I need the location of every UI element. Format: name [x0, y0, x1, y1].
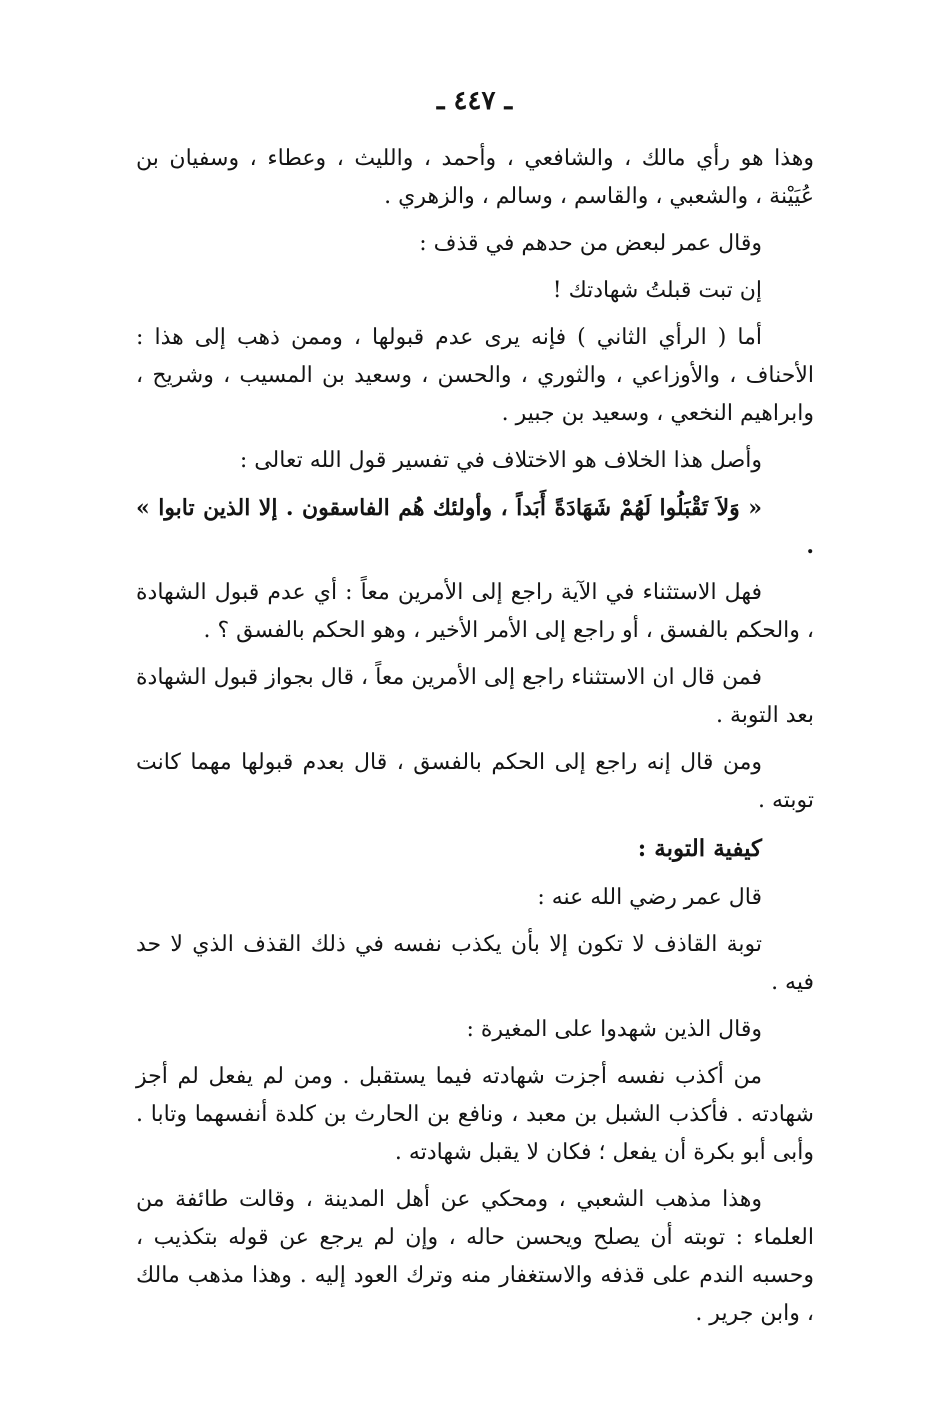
paragraph-witnesses-mughira: وقال الذين شهدوا على المغيرة :: [466, 1017, 762, 1042]
page-number: ـ ٤٤٧ ـ: [436, 86, 513, 116]
paragraph-repentance-definition: توبة القاذف لا تكون إلا بأن يكذب نفسه في ذلك القذف الذي لا حد فيه .: [136, 932, 814, 995]
paragraph-umar-said: وقال عمر لبعض من حدهم في قذف :: [419, 231, 762, 256]
paragraph-scholars-list: وهذا هو رأي مالك ، والشافعي ، وأحمد ، والليث ، وعطاء ، وسفيان بن عُيَيْنة ، والشعبي ، والقاسم ، وسالم ، والزهري .: [136, 146, 814, 209]
page-body: [136, 140, 814, 1342]
paragraph-quote-repent: إن تبت قبلتُ شهادتك !: [552, 278, 762, 303]
paragraph-exception-question: فهل الاستثناء في الآية راجع إلى الأمرين معاً : أي عدم قبول الشهادة ، والحكم بالفسق ، أو راجع إلى الأمر الأخير ، وهو الحكم بالفسق ؟ .: [136, 580, 814, 643]
paragraph-umar-statement: قال عمر رضي الله عنه :: [537, 885, 762, 910]
paragraph-abu-bakra: من أكذب نفسه أجزت شهادته فيما يستقبل . ومن لم يفعل لم أجز شهادته . فأكذب الشبل بن معبد ، ونافع بن الحارث بن كلدة أنفسهما وتابا . وأبى أبو بكرة أن يفعل ؛ فكان لا يقبل شهادته .: [136, 1064, 814, 1165]
paragraph-first-conclusion: فمن قال ان الاستثناء راجع إلى الأمرين معاً ، قال بجواز قبول الشهادة بعد التوبة .: [136, 665, 814, 728]
paragraph-quran-verse: « وَلاَ تَقْبَلُوا لَهُمْ شَهَادَةً أَبَداً ، وأولئك هُم الفاسقون . إلا الذين تابوا » .: [136, 495, 814, 559]
paragraph-second-opinion: أما ( الرأي الثاني ) فإنه يرى عدم قبولها ، وممن ذهب إلى هذا : الأحناف ، والأوزاعي ، والثوري ، والحسن ، وسعيد بن المسيب ، وشريح ، وابراهيم النخعي ، وسعيد بن جبير .: [136, 325, 814, 426]
paragraph-shabi-doctrine: وهذا مذهب الشعبي ، ومحكي عن أهل المدينة ، وقالت طائفة من العلماء : توبته أن يصلح ويحسن حاله ، وإن لم يرجع عن قوله بتكذيب ، وحسبه الندم على قذفه والاستغفار منه وترك العود إليه . وهذا مذهب مالك ، وابن جرير .: [136, 1187, 814, 1326]
section-heading: كيفية التوبة :: [637, 835, 762, 862]
paragraph-second-conclusion: ومن قال إنه راجع إلى الحكم بالفسق ، قال بعدم قبولها مهما كانت توبته .: [136, 750, 814, 813]
paragraph-origin-dispute: وأصل هذا الخلاف هو الاختلاف في تفسير قول الله تعالى :: [239, 448, 762, 473]
